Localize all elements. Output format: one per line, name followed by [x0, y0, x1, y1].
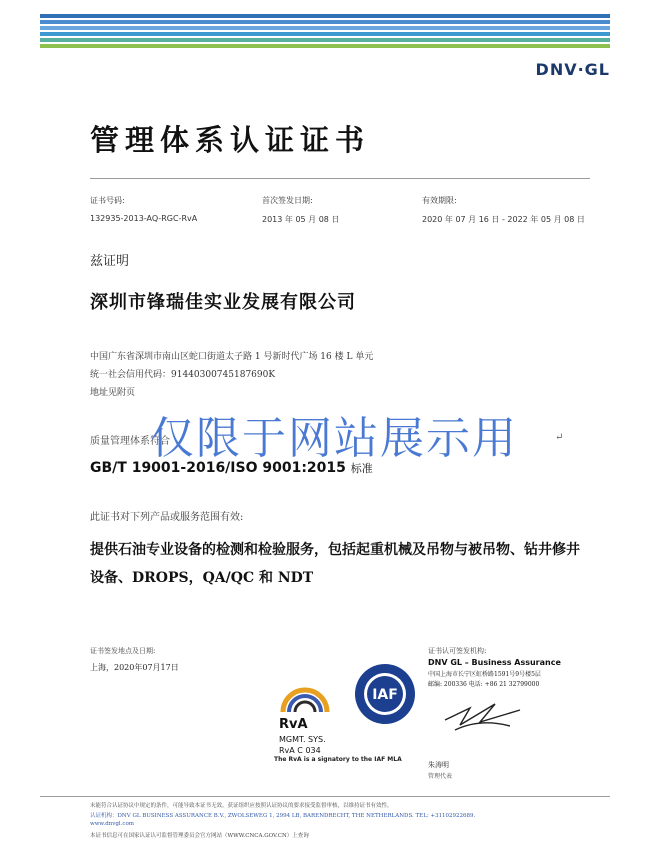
validity-block [422, 195, 585, 225]
qms-statement: 质量管理体系符合 [90, 436, 170, 447]
company-name: 深圳市锋瑞佳实业发展有限公司 [90, 292, 356, 313]
signature [440, 690, 530, 740]
issuer-label: 证书认可签发机构: [428, 647, 487, 655]
initial-date-block [262, 195, 339, 225]
scope-text: 提供石油专业设备的检测和检验服务，包括起重机械及吊物与被吊物、钻井修井设备、DROPS，QA/QC 和 NDT [90, 542, 580, 586]
certificate-title: 管理体系认证证书 [90, 123, 371, 157]
rva-logo [279, 690, 327, 755]
brand-logo: DNV·GL [535, 60, 610, 79]
address-line: 中国广东省深圳市南山区蛇口街道太子路 1 号新时代广场 16 楼 L 单元 [90, 352, 374, 362]
footer-note: 未能符合认证协议中规定的条件，可能导致本证书无效。获证组织应按照认证协议的要求接受监督审核，以维持证书有效性。 [90, 803, 393, 809]
credit-code: 统一社会信用代码：91440300745187690K [90, 370, 276, 380]
scope-intro: 此证书对下列产品或服务范围有效: [90, 512, 244, 523]
header-stripes [40, 14, 610, 50]
svg-text:RvA: RvA [279, 717, 308, 732]
issuer-name: DNV GL – Business Assurance [428, 658, 561, 667]
footer-body-address: 认证机构：DNV GL BUSINESS ASSURANCE B.V., ZWOLSEWEG 1, 2994 LB, BARENDRECHT, THE NETHERLANDS. TEL: +31102922689. [90, 813, 476, 819]
initial-date: 2013 年 05 月 08 日 [262, 215, 340, 224]
company-address [90, 348, 373, 402]
certify-text: 兹证明 [90, 254, 130, 269]
cert-number-block [90, 195, 197, 223]
return-mark: ↵ [555, 432, 564, 443]
issuer-address: 中国上海市长宁区虹桥路1591号9号楼5层 [428, 671, 541, 678]
rva-line2: RvA C 034 [279, 746, 321, 755]
cert-number-label: 证书号码: [90, 196, 125, 205]
standard-line [90, 460, 373, 476]
address-note: 地址见附页 [90, 388, 136, 398]
iaf-caption: The RvA is a signatory to the IAF MLA [274, 756, 402, 763]
signer-name: 朱涛明 [428, 761, 449, 769]
footer-cnca-note: 本证书信息可在国家认证认可监督管理委员会官方网站（WWW.CNCA.GOV.CN）上查询 [90, 833, 309, 839]
issue-place-label: 证书签发地点及日期: [90, 647, 156, 655]
accreditation-logos [275, 662, 435, 767]
issue-place-date: 上海，2020年07月17日 [90, 663, 179, 672]
footer-website[interactable]: www.dnvgl.com [90, 821, 135, 827]
standard-suffix: 标准 [350, 462, 373, 475]
initial-date-label: 首次签发日期: [262, 196, 313, 205]
iaf-logo [355, 664, 415, 724]
validity-label: 有效期限: [422, 196, 457, 205]
footer-divider [40, 796, 610, 797]
issuer-phone: 邮编: 200336 电话: +86 21 32799000 [428, 681, 540, 688]
signer-role: 管理代表 [428, 773, 453, 780]
watermark-text: 仅限于网站展示用 [150, 413, 518, 464]
title-divider [90, 178, 590, 179]
standard-code: GB/T 19001-2016/ISO 9001:2015 [90, 460, 346, 476]
iaf-text: IAF [372, 687, 398, 703]
rva-line1: MGMT. SYS. [279, 735, 326, 744]
cert-number: 132935-2013-AQ-RGC-RvA [90, 214, 198, 223]
validity-period: 2020 年 07 月 16 日 - 2022 年 05 月 08 日 [422, 215, 585, 224]
